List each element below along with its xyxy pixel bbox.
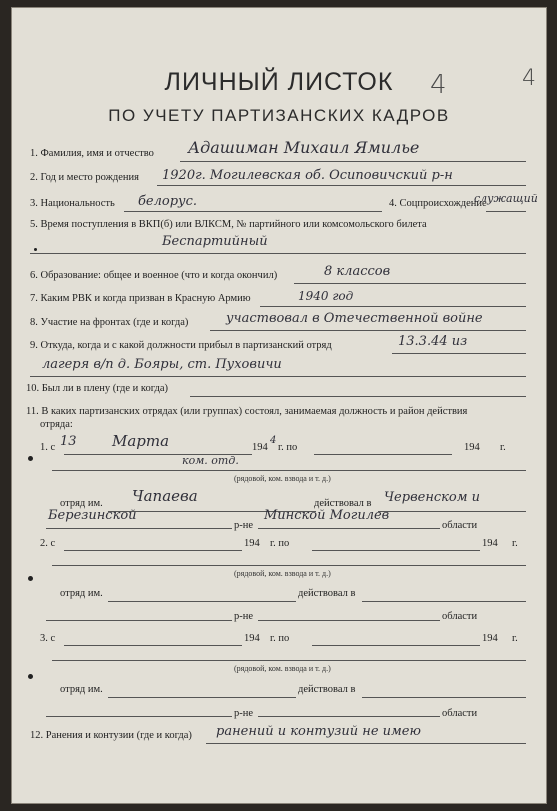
entry-1-otryad: Чапаева: [132, 487, 198, 505]
entry-3-c: 3. с: [40, 633, 56, 644]
punch-hole: [28, 674, 33, 679]
entry-3-position-line: [52, 660, 526, 661]
entry-3-year-prefix: 194: [244, 633, 260, 644]
entry-2-rne-line: [258, 620, 440, 621]
entry-2-to-line: [312, 550, 480, 551]
entry-3-deistv-line: [362, 697, 526, 698]
entry-2-po: г. по: [270, 538, 290, 549]
entry-2-rank-hint: (рядовой, ком. взвода и т. д.): [234, 569, 331, 578]
entry-3-to-line: [312, 645, 480, 646]
entry-2-oblasti: области: [442, 611, 478, 622]
field-1-label: 1. Фамилия, имя и отчество: [30, 148, 154, 159]
entry-3-district-line: [46, 716, 232, 717]
field-9-label: 9. Откуда, когда и с какой должности прибыл в партизанский отряд: [30, 340, 332, 351]
field-11-label-a: 11. В каких партизанских отрядах (или группах) состоял, занимаемая должность и район действия: [26, 406, 468, 417]
document-sheet: [12, 8, 546, 803]
field-6-value: 8 классов: [324, 264, 391, 279]
punch-hole: [28, 456, 33, 461]
entry-3-rank-hint: (рядовой, ком. взвода и т. д.): [234, 664, 331, 673]
field-9-value-b: лагеря в/п д. Бояры, ст. Пуховичи: [42, 357, 282, 372]
entry-3-oblasti: области: [442, 708, 478, 719]
field-12-value: ранений и контузий не имею: [216, 724, 421, 739]
entry-1-to-g: г.: [500, 442, 506, 453]
entry-1-position-line: [52, 470, 526, 471]
entry-3-rne-line: [258, 716, 440, 717]
entry-1-deistv-line: [378, 511, 526, 512]
field-1-line: [180, 161, 526, 162]
entry-1-day: 13: [60, 434, 77, 449]
sheet-number-mark: 4: [430, 70, 447, 100]
entry-1-oblasti: области: [442, 520, 478, 531]
entry-3-deistv-label: действовал в: [298, 684, 356, 695]
field-6-label: 6. Образование: общее и военное (что и когда окончил): [30, 270, 278, 281]
entry-2-rne: р-не: [234, 611, 254, 622]
entry-2-c: 2. с: [40, 538, 56, 549]
entry-2-from-line: [64, 550, 242, 551]
field-7-label: 7. Каким РВК и когда призван в Красную Армию: [30, 293, 251, 304]
entry-2-otryad-label: отряд им.: [60, 588, 103, 599]
entry-1-year-digit: 4: [270, 435, 277, 446]
field-3-value: белорус.: [138, 194, 198, 209]
entry-1-c: 1. с: [40, 442, 56, 453]
entry-1-month: Марта: [112, 432, 170, 450]
field-7-line: [260, 306, 526, 307]
field-2-value: 1920г. Могилевская об. Осиповичский р-н: [162, 168, 453, 183]
field-2-line: [157, 185, 526, 186]
field-5-value: Беспартийный: [162, 234, 268, 249]
entry-3-rne: р-не: [234, 708, 254, 719]
form-title: ЛИЧНЫЙ ЛИСТОК: [164, 68, 394, 96]
entry-3-po: г. по: [270, 633, 290, 644]
entry-1-position: ком. отд.: [182, 454, 239, 467]
corner-number-mark: 4: [522, 66, 536, 91]
field-8-value: участвовал в Отечественной войне: [226, 311, 483, 326]
field-9-line-b: [30, 376, 526, 377]
entry-1-rne-value: Минской Могилев: [264, 508, 390, 523]
field-6-line: [294, 283, 526, 284]
entry-2-position-line: [52, 565, 526, 566]
entry-2-district-line: [46, 620, 232, 621]
field-10-label: 10. Был ли в плену (где и когда): [26, 383, 169, 394]
field-4-label: 4. Соцпроисхождение: [389, 198, 487, 209]
entry-2-to-g: г.: [512, 538, 518, 549]
entry-3-from-line: [64, 645, 242, 646]
entry-3-otryad-label: отряд им.: [60, 684, 103, 695]
field-9-value-a: 13.3.44 из: [398, 334, 468, 349]
punch-hole: [28, 576, 33, 581]
field-3-line: [124, 211, 382, 212]
form-subtitle: ПО УЧЕТУ ПАРТИЗАНСКИХ КАДРОВ: [108, 106, 450, 125]
entry-3-to-g: г.: [512, 633, 518, 644]
field-11-label-b: отряда:: [40, 419, 73, 430]
field-12-line: [206, 743, 526, 744]
entry-2-to-year: 194: [482, 538, 498, 549]
field-8-label: 8. Участие на фронтах (где и когда): [30, 317, 189, 328]
field-5-line: [30, 253, 526, 254]
field-5-label: 5. Время поступления в ВКП(б) или ВЛКСМ, № партийного или комсомольского билета: [30, 219, 427, 230]
entry-2-year-prefix: 194: [244, 538, 260, 549]
field-4-line: [486, 211, 526, 212]
entry-1-rne: р-не: [234, 520, 254, 531]
entry-1-district-line: [46, 528, 232, 529]
entry-2-deistv-label: действовал в: [298, 588, 356, 599]
entry-1-district: Березинской: [48, 508, 137, 523]
entry-2-deistv-line: [362, 601, 526, 602]
field-8-line: [210, 330, 526, 331]
field-9-line-a: [392, 353, 526, 354]
entry-1-po: г. по: [278, 442, 298, 453]
field-3-label: 3. Национальность: [30, 198, 115, 209]
entry-1-year-prefix: 194: [252, 442, 268, 453]
entry-1-rank-hint: (рядовой, ком. взвода и т. д.): [234, 474, 331, 483]
ink-spot: [34, 248, 37, 251]
field-2-label: 2. Год и место рождения: [30, 172, 139, 183]
entry-1-to-year: 194: [464, 442, 480, 453]
field-10-line: [190, 396, 526, 397]
entry-1-rne-line: [258, 528, 440, 529]
entry-1-deistv: Червенском и: [384, 490, 481, 505]
field-7-value: 1940 год: [298, 289, 354, 303]
entry-3-otryad-line: [108, 697, 296, 698]
field-4-value: служащий: [474, 192, 538, 205]
entry-2-otryad-line: [108, 601, 296, 602]
entry-1-deistv-label: действовал в: [314, 498, 372, 509]
entry-1-to-line: [314, 454, 452, 455]
entry-3-to-year: 194: [482, 633, 498, 644]
field-1-value: Адашиман Михаил Ямилье: [188, 138, 420, 157]
field-12-label: 12. Ранения и контузии (где и когда): [30, 730, 192, 741]
entry-1-otryad-label: отряд им.: [60, 498, 103, 509]
